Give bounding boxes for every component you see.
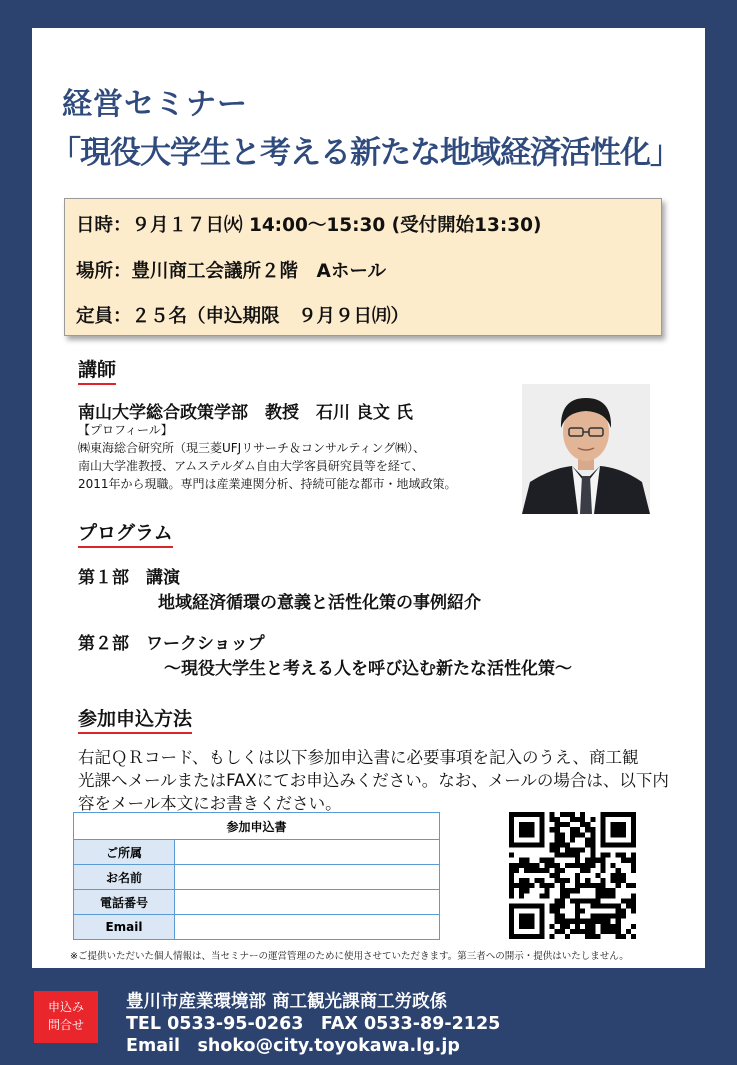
form-label-name: お名前	[74, 865, 175, 890]
application-text-line: 光課へメールまたはFAXにてお申込みください。なお、メールの場合は、以下内	[78, 771, 669, 790]
capacity-line: 定員：２５名（申込期限 ９月９日㈪）	[76, 306, 410, 327]
privacy-note: ※ご提供いただいた個人情報は、当セミナーの運営管理のために使用させていただきます。第三者への開示・提供はいたしません。	[70, 951, 629, 962]
lecturer-photo	[522, 384, 650, 514]
form-field-name[interactable]	[175, 865, 440, 890]
qr-code[interactable]	[509, 812, 636, 939]
program-part1-title: 地域経済循環の意義と活性化策の事例紹介	[158, 593, 481, 613]
application-text-line: 右記ＱＲコード、もしくは以下参加申込書に必要事項を記入のうえ、商工観	[78, 748, 639, 767]
program-heading: プログラム	[78, 518, 173, 548]
contact-tel-fax: TEL 0533-95-0263 FAX 0533-89-2125	[126, 1014, 501, 1034]
profile-label: 【プロフィール】	[78, 423, 173, 437]
application-heading: 参加申込方法	[78, 704, 192, 734]
program-part2-label: 第２部 ワークショップ	[78, 634, 265, 654]
place-line: 場所：豊川商工会議所２階 Aホール	[76, 261, 386, 282]
program-part1-label: 第１部 講演	[78, 568, 180, 588]
form-title: 参加申込書	[74, 813, 440, 840]
application-form-table	[73, 812, 440, 940]
profile-line: 南山大学准教授、アムステルダム自由大学客員研究員等を経て、	[78, 459, 424, 473]
form-label-phone: 電話番号	[74, 890, 175, 915]
badge-line: 申込み	[47, 1000, 84, 1014]
form-label-affiliation: ご所属	[74, 840, 175, 865]
application-text-line: 容をメール本文にお書きください。	[78, 794, 342, 813]
seminar-title: 経営セミナー	[62, 87, 248, 122]
form-field-affiliation[interactable]	[175, 840, 440, 865]
badge-line: 問合せ	[47, 1018, 84, 1032]
info-box	[64, 198, 662, 336]
form-field-email[interactable]	[175, 915, 440, 940]
lecturer-name: 南山大学総合政策学部 教授 石川 良文 氏	[78, 403, 413, 423]
profile-line: ㈱東海総合研究所（現三菱UFJリサーチ＆コンサルティング㈱）、	[78, 441, 426, 455]
seminar-subtitle: 「現役大学生と考える新たな地域経済活性化」	[50, 135, 680, 171]
contact-org: 豊川市産業環境部 商工観光課商工労政係	[126, 992, 448, 1012]
date-line: 日時：９月１７日㈫ 14:00～15:30 (受付開始13:30)	[76, 215, 542, 236]
lecturer-heading: 講師	[78, 355, 116, 385]
form-field-phone[interactable]	[175, 890, 440, 915]
form-label-email: Email	[74, 915, 175, 940]
contact-email[interactable]: Email shoko@city.toyokawa.lg.jp	[126, 1036, 460, 1056]
profile-line: 2011年から現職。専門は産業連関分析、持続可能な都市・地域政策。	[78, 477, 457, 491]
contact-badge	[34, 991, 98, 1043]
program-part2-title: ～現役大学生と考える人を呼び込む新たな活性化策～	[164, 659, 572, 679]
